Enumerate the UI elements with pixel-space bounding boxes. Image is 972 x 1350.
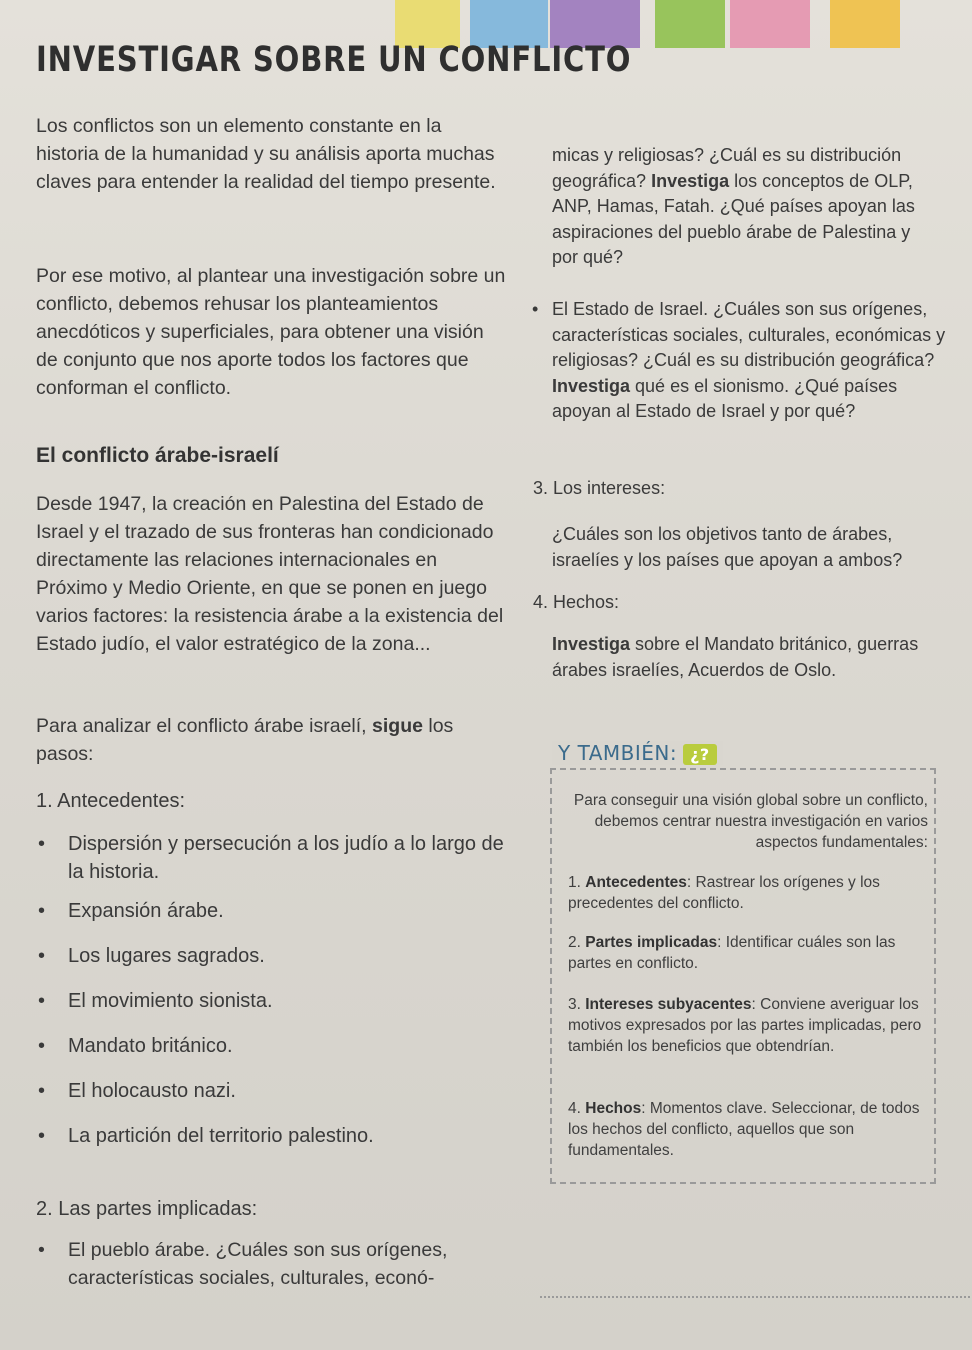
page-title: INVESTIGAR SOBRE UN CONFLICTO [36, 40, 632, 80]
item-keyword: Hechos [585, 1100, 642, 1117]
list-item: • La partición del territorio palestino. [36, 1125, 516, 1148]
item-keyword: Antecedentes [585, 874, 687, 891]
instruction-tail: los pasos: [36, 715, 454, 765]
intro-paragraph-2: Por ese motivo, al plantear una investigación sobre un conflicto, debemos rehusar los planteamientos anecdóticos y superficiales, para obtener una visión de conjunto que nos aporte todos los factores que conforman el conflicto. [36, 265, 506, 399]
step2-item1-left [36, 1236, 526, 1292]
section-paragraph-1: Desde 1947, la creación en Palestina del Estado de Israel y el trazado de sus fronteras han condicionado directamente las relaciones internacionales en Próximo y Medio Oriente, en que se ponen en juego varios factores: la resistencia árabe a la existencia del Estado judío, el valor estratégico de la zona... [36, 493, 504, 655]
step2-item1-right [552, 143, 937, 271]
step1-list [36, 830, 516, 1148]
tab-green [655, 0, 725, 48]
list-item: • Expansión árabe. [36, 900, 516, 923]
list-item: • El holocausto nazi. [36, 1080, 516, 1103]
step3-heading: 3. Los intereses: [533, 478, 666, 498]
section-paragraph-2 [36, 712, 506, 768]
also-box-intro: Para conseguir una visión global sobre un conflicto, debemos centrar nuestra investigación en varios aspectos fundamentales: [573, 792, 928, 851]
step2-item2-verb: Investiga [552, 375, 631, 396]
also-box-item [568, 932, 928, 974]
step2-item1-text-c: los conceptos de OLP, ANP, Hamas, Fatah. ¿Qué países apoyan las aspiraciones del pueblo árabe de Palestina y por qué? [552, 170, 915, 267]
also-box-badge [552, 741, 723, 765]
step2-item2 [530, 297, 957, 425]
also-box-title: Y TAMBIÉN: [558, 741, 678, 765]
item-number: 2. [568, 934, 581, 951]
intro-paragraph-1: Los conflictos son un elemento constante en la historia de la humanidad y su análisis aporta muchas claves para entender la realidad del tiempo presente. [36, 115, 496, 193]
tab-pink [730, 0, 810, 48]
step4-verb: Investiga [552, 634, 631, 654]
also-box-item [568, 1098, 928, 1161]
step4-heading: 4. Hechos: [533, 592, 620, 612]
list-item: • Dispersión y persecución a los judío a lo largo de la historia. [36, 830, 516, 886]
item-keyword: Partes implicadas [585, 934, 718, 951]
item-text: : Conviene averiguar los motivos expresados por las partes implicadas, pero también los beneficios que obtendrían. [568, 996, 922, 1055]
bottom-divider [540, 1296, 970, 1298]
step4-text-rest: sobre el Mandato británico, guerras árabes israelíes, Acuerdos de Oslo. [552, 634, 919, 680]
instruction-verb: sigue [372, 715, 423, 737]
tab-gold [830, 0, 900, 48]
item-number: 1. [568, 874, 581, 891]
step2-item1-text-a: micas y religiosas? ¿Cuál es su distribución geográfica? [552, 145, 902, 191]
step1-heading: 1. Antecedentes: [36, 790, 186, 812]
step4-text [552, 632, 937, 683]
list-item: • Los lugares sagrados. [36, 945, 516, 968]
list-item: • Mandato británico. [36, 1035, 516, 1058]
also-box-item [568, 872, 928, 914]
list-item: • El movimiento sionista. [36, 990, 516, 1013]
step2-item1-verb: Investiga [651, 170, 730, 191]
item-number: 3. [568, 996, 581, 1013]
step2-item1-left-text: El pueblo árabe. ¿Cuáles son sus orígenes, características sociales, culturales, econó- [68, 1239, 448, 1289]
step2-item2-text-c: qué es el sionismo. ¿Qué países apoyan al Estado de Israel y por qué? [552, 375, 898, 421]
step3-text: ¿Cuáles son los objetivos tanto de árabes, israelíes y los países que apoyan a ambos? [552, 524, 903, 570]
item-text: : Momentos clave. Seleccionar, de todos los hechos del conflicto, aquellos que son fundamentales. [568, 1100, 920, 1159]
question-icon: ¿? [683, 744, 717, 765]
item-number: 4. [568, 1100, 581, 1117]
also-box-item [568, 994, 928, 1057]
bullet-icon: • [38, 1239, 45, 1261]
step2-heading: 2. Las partes implicadas: [36, 1198, 258, 1220]
item-keyword: Intereses subyacentes [585, 996, 752, 1013]
instruction-text: Para analizar el conflicto árabe israelí, [36, 715, 373, 737]
item-text: : Rastrear los orígenes y los precedentes del conflicto. [568, 874, 880, 912]
section-heading: El conflicto árabe-israelí [36, 444, 279, 467]
item-text: : Identificar cuáles son las partes en conflicto. [568, 934, 896, 972]
step2-item2-text-a: El Estado de Israel. ¿Cuáles son sus orígenes, características sociales, culturales, económicas y religiosas? ¿Cuál es su distribución geográfica? [552, 299, 946, 370]
